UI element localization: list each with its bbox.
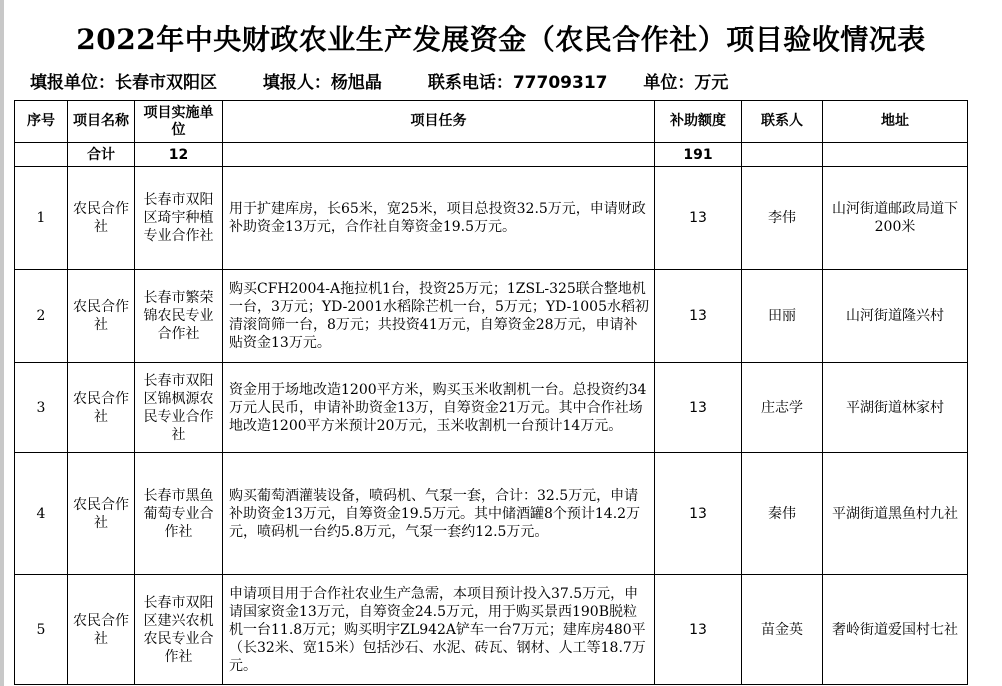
row-org: 长春市黑鱼葡萄专业合作社 — [135, 453, 223, 575]
row-task: 购买CFH2004-A拖拉机1台，投资25万元；1ZSL-325联合整地机一台，3万元；YD-2001水稻除芒机一台，5万元；YD-1005水稻初清滚筒筛一台，8万元；共投资41万元，自筹资金28万元，申请补贴资金13万元。 — [223, 270, 655, 363]
acceptance-table — [14, 100, 968, 685]
table-row — [15, 270, 968, 363]
header-project-name: 项目名称 — [68, 101, 135, 143]
report-info-line — [30, 68, 728, 93]
row-project-name: 农民合作社 — [68, 453, 135, 575]
summary-contact-cell — [742, 143, 823, 167]
page-title: 2022年中央财政农业生产发展资金（农民合作社）项目验收情况表 — [76, 23, 926, 56]
row-project-name: 农民合作社 — [68, 167, 135, 270]
phone-label: 联系电话： — [427, 73, 513, 93]
table-row — [15, 167, 968, 270]
summary-count: 12 — [135, 143, 223, 167]
row-no: 2 — [15, 270, 68, 363]
table-row — [15, 453, 968, 575]
row-amount: 13 — [655, 575, 742, 685]
row-contact: 田丽 — [742, 270, 823, 363]
header-no: 序号 — [15, 101, 68, 143]
money-unit-value: 万元 — [694, 73, 729, 93]
header-org: 项目实施单位 — [135, 101, 223, 143]
row-org: 长春市双阳区建兴农机农民专业合作社 — [135, 575, 223, 685]
row-contact: 李伟 — [742, 167, 823, 270]
header-contact: 联系人 — [742, 101, 823, 143]
summary-row — [15, 143, 968, 167]
summary-address-cell — [823, 143, 968, 167]
table-row — [15, 575, 968, 685]
row-address: 奢岭街道爱国村七社 — [823, 575, 968, 685]
row-amount: 13 — [655, 167, 742, 270]
row-org: 长春市双阳区锦枫源农民专业合作社 — [135, 363, 223, 453]
summary-no-cell — [15, 143, 68, 167]
row-task: 申请项目用于合作社农业生产急需，本项目预计投入37.5万元，申请国家资金13万元，自筹资金24.5万元，用于购买景西190B脱粒机一台11.8万元；购买明宇ZL942A铲车一台7万元；建库房480平（长32米、宽15米）包括沙石、水泥、砖瓦、钢材、人工等18.7万元。 — [223, 575, 655, 685]
row-no: 5 — [15, 575, 68, 685]
money-unit-label: 单位： — [643, 73, 695, 93]
reporter-value: 杨旭晶 — [330, 73, 382, 93]
unit-value: 长春市双阳区 — [115, 73, 217, 93]
row-amount: 13 — [655, 453, 742, 575]
phone-value: 77709317 — [512, 73, 608, 93]
row-org: 长春市繁荣锦农民专业合作社 — [135, 270, 223, 363]
row-no: 3 — [15, 363, 68, 453]
row-project-name: 农民合作社 — [68, 363, 135, 453]
row-address: 山河街道隆兴村 — [823, 270, 968, 363]
table-row — [15, 363, 968, 453]
row-project-name: 农民合作社 — [68, 575, 135, 685]
row-project-name: 农民合作社 — [68, 270, 135, 363]
row-contact: 庄志学 — [742, 363, 823, 453]
row-no: 1 — [15, 167, 68, 270]
row-address: 平湖街道黑鱼村九社 — [823, 453, 968, 575]
row-task: 用于扩建库房，长65米，宽25米，项目总投资32.5万元，申请财政补助资金13万元，合作社自筹资金19.5万元。 — [223, 167, 655, 270]
row-address: 平湖街道林家村 — [823, 363, 968, 453]
header-task: 项目任务 — [223, 101, 655, 143]
table-header-row — [15, 101, 968, 143]
row-task: 资金用于场地改造1200平方米，购买玉米收割机一台。总投资约34万元人民币，申请补助资金13万，自筹资金21万元。其中合作社场地改造1200平方米预计20万元，玉米收割机一台预计14万元。 — [223, 363, 655, 453]
row-task: 购买葡萄酒灌装设备，喷码机、气泵一套，合计：32.5万元，申请补助资金13万元，自筹资金19.5万元。其中储酒罐8个预计14.2万元，喷码机一台约5.8万元，气泵一套约12.5万元。 — [223, 453, 655, 575]
header-amount: 补助额度 — [655, 101, 742, 143]
summary-label: 合计 — [68, 143, 135, 167]
row-address: 山河街道邮政局道下200米 — [823, 167, 968, 270]
summary-task-cell — [223, 143, 655, 167]
summary-total: 191 — [655, 143, 742, 167]
left-edge-rule — [0, 0, 4, 686]
reporter-label: 填报人： — [262, 73, 331, 93]
row-no: 4 — [15, 453, 68, 575]
row-amount: 13 — [655, 363, 742, 453]
row-org: 长春市双阳区琦宇种植专业合作社 — [135, 167, 223, 270]
header-address: 地址 — [823, 101, 968, 143]
unit-label: 填报单位： — [30, 73, 115, 93]
row-amount: 13 — [655, 270, 742, 363]
row-contact: 苗金英 — [742, 575, 823, 685]
row-contact: 秦伟 — [742, 453, 823, 575]
